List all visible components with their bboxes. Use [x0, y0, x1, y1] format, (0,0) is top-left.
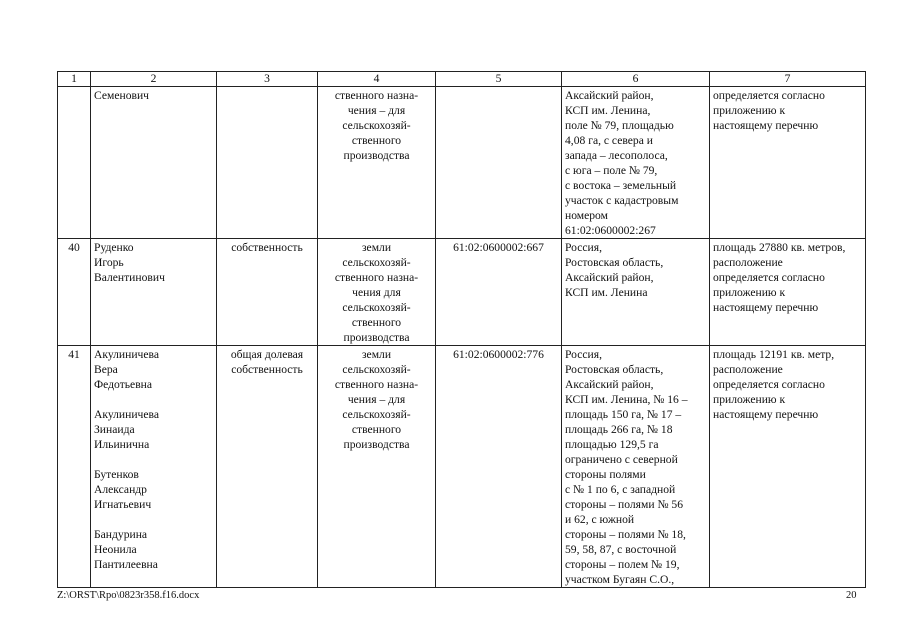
row-number: [58, 87, 91, 239]
row-number: 41: [58, 346, 91, 588]
cadastral-number-cell: [436, 87, 562, 239]
land-category-cell: земли сельскохозяй- ственного назна- чения для сельскохозяй- ственного производства: [318, 239, 436, 346]
column-header: 7: [710, 72, 866, 87]
column-header: 4: [318, 72, 436, 87]
owner-cell: Руденко Игорь Валентинович: [91, 239, 217, 346]
cadastral-number-cell: 61:02:0600002:667: [436, 239, 562, 346]
column-header: 1: [58, 72, 91, 87]
footer-file-path: Z:\ORST\Rpo\0823r358.f16.docx: [57, 590, 200, 601]
row-number: 40: [58, 239, 91, 346]
page-number: 20: [846, 590, 857, 601]
notes-cell: площадь 12191 кв. метр, расположение определяется согласно приложению к настоящему перечню: [710, 346, 866, 588]
land-category-cell: земли сельскохозяй- ственного назна- чения – для сельскохозяй- ственного производства: [318, 346, 436, 588]
notes-cell: определяется согласно приложению к настоящему перечню: [710, 87, 866, 239]
table-row: [58, 87, 866, 239]
right-type-cell: собственность: [217, 239, 318, 346]
column-header: 2: [91, 72, 217, 87]
cadastral-number-cell: 61:02:0600002:776: [436, 346, 562, 588]
notes-cell: площадь 27880 кв. метров, расположение определяется согласно приложению к настоящему перечню: [710, 239, 866, 346]
location-cell: Россия, Ростовская область, Аксайский район, КСП им. Ленина, № 16 – площадь 150 га, № 17 – площадь 266 га, № 18 площадью 129,5 га ограничено с северной стороны полями с № 1 по 6, с западной стороны – полями № 56 и 62, с южной стороны – полями № 18, 59, 58, 87, с восточной стороны – полем № 19, участком Бугаян С.О.,: [562, 346, 710, 588]
location-cell: Аксайский район, КСП им. Ленина, поле № 79, площадью 4,08 га, с севера и запада – лесополоса, с юга – поле № 79, с востока – земельный участок с кадастровым номером 61:02:0600002:267: [562, 87, 710, 239]
right-type-cell: [217, 87, 318, 239]
owner-cell: Семенович: [91, 87, 217, 239]
table-row: [58, 346, 866, 588]
land-category-cell: ственного назна- чения – для сельскохозяй- ственного производства: [318, 87, 436, 239]
land-register-table: [57, 71, 866, 588]
owner-cell: Акулиничева Вера Федотьевна Акулиничева Зинаида Ильинична Бутенков Александр Игнатьевич Бандурина Неонила Пантилеевна: [91, 346, 217, 588]
column-header: 3: [217, 72, 318, 87]
column-header: 6: [562, 72, 710, 87]
column-header: 5: [436, 72, 562, 87]
right-type-cell: общая долевая собственность: [217, 346, 318, 588]
location-cell: Россия, Ростовская область, Аксайский район, КСП им. Ленина: [562, 239, 710, 346]
table-header-row: [58, 72, 866, 87]
table-row: [58, 239, 866, 346]
